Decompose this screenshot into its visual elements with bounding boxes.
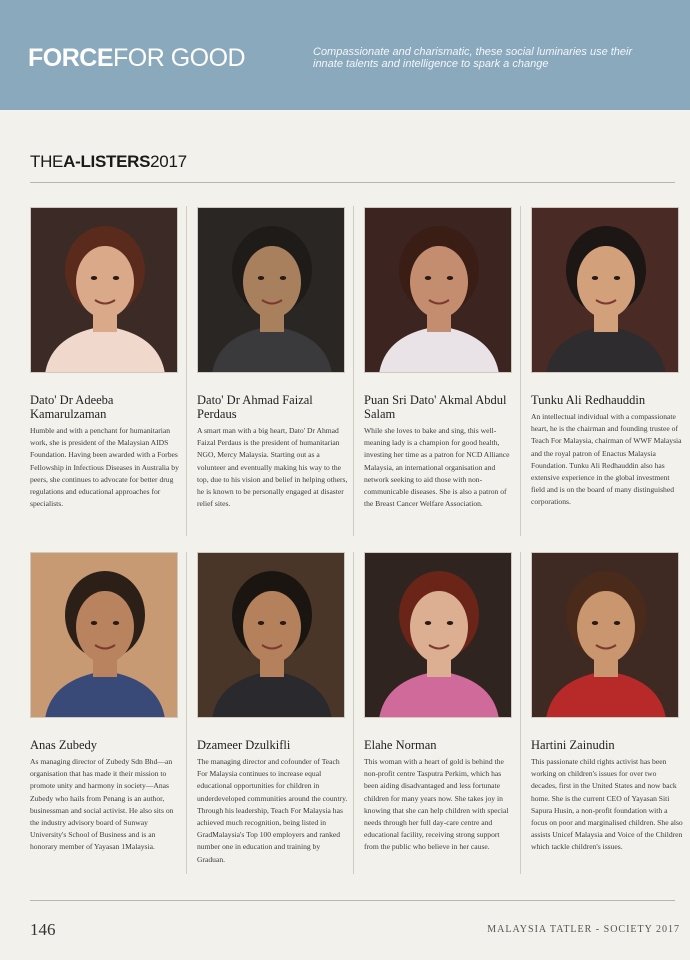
- top-rule: [30, 182, 675, 183]
- person-bio: This woman with a heart of gold is behind the non-profit centre Tasputra Perkim, which has been aiding disadvantaged and less fortunate children for many years now. She takes joy in knowing that she can help children with special needs through her full day-care centre and educational facility, receiving strong support from the public who believe in her cause.: [364, 757, 509, 852]
- header-banner: [0, 0, 690, 110]
- banner-title: [28, 44, 245, 73]
- person-name: Hartini Zainudin: [531, 738, 615, 752]
- portrait-illustration: [198, 553, 345, 718]
- profile-card: [364, 207, 516, 510]
- person-bio: This passionate child rights activist has been working on children's issues for over two decades, first in the United States and now back home. She is the current CEO of Yayasan Siti Sapura Husin, a non-profit foundation with a focus on poor and marginalised children. She also assists Unicef Malaysia and Voice of the Children which tackle children's issues.: [531, 757, 683, 852]
- portrait-illustration: [31, 208, 178, 373]
- portrait-photo: [531, 207, 679, 373]
- profile-card: [197, 552, 349, 866]
- portrait-illustration: [31, 553, 178, 718]
- portrait-photo: [30, 207, 178, 373]
- profile-card: [30, 207, 182, 510]
- portrait-illustration: [532, 208, 679, 373]
- person-name: Puan Sri Dato' Akmal Abdul Salam: [364, 393, 507, 421]
- portrait-photo: [197, 207, 345, 373]
- banner-tagline: Compassionate and charismatic, these social luminaries use their innate talents and intelligence to spark a change: [313, 46, 633, 70]
- profile-card: [197, 207, 349, 510]
- profile-card: [531, 552, 683, 854]
- portrait-photo: [197, 552, 345, 718]
- person-bio: An intellectual individual with a compassionate heart, he is the chairman and founding trustee of Teach For Malaysia, chairman of WWF Malaysia and the royal patron of Enactus Malaysia Foundation. Tunku Ali Redhauddin also has extensive experience in the global investment field and is on the board of many distinguished corporations.: [531, 412, 682, 507]
- profile-card: [531, 207, 683, 509]
- profile-card: [30, 552, 182, 854]
- portrait-illustration: [365, 208, 512, 373]
- person-name: Dzameer Dzulkifli: [197, 738, 291, 752]
- person-bio: Humble and with a penchant for humanitarian work, she is president of the Malaysian AIDS Foundation. Having been awarded with a Forbes Fellowship in Infectious Diseases in Australia by peers, she continues to advocate for better drug regulations and educational approaches for specialists.: [30, 426, 179, 509]
- bottom-rule: [30, 900, 675, 901]
- person-bio: The managing director and cofounder of Teach For Malaysia continues to increase equal educational opportunities for children in underdeveloped communities around the country. Through his leadership, Teach For Malaysia has achieved much recognition, being listed in GradMalaysia's Top 100 employers and ranked number one in education and training by Graduan.: [197, 757, 348, 864]
- person-name: Elahe Norman: [364, 738, 437, 752]
- column-divider: [186, 206, 187, 536]
- publication-credit: MALAYSIA TATLER - SOCIETY 2017: [487, 924, 680, 935]
- column-divider: [353, 206, 354, 536]
- section-title-suffix: 2017: [150, 152, 187, 171]
- person-bio: A smart man with a big heart, Dato' Dr Ahmad Faizal Perdaus is the president of humanitarian NGO, Mercy Malaysia. Starting out as a volunteer and eventually making his way to the top, due to his vision and belief in helping others, he is known to be personally engaged at disaster relief sites.: [197, 426, 348, 509]
- person-name: Tunku Ali Redhauddin: [531, 393, 646, 407]
- portrait-illustration: [532, 553, 679, 718]
- page-number: 146: [30, 920, 56, 939]
- person-name: Anas Zubedy: [30, 738, 97, 752]
- section-title-prefix: THE: [30, 152, 64, 171]
- column-divider: [520, 206, 521, 536]
- portrait-photo: [30, 552, 178, 718]
- banner-title-light: FOR GOOD: [113, 44, 246, 72]
- column-divider: [186, 552, 187, 874]
- portrait-photo: [531, 552, 679, 718]
- person-bio: While she loves to bake and sing, this well-meaning lady is a champion for good health, investing her time as a patron for NCD Alliance Malaysia, an international organisation and network seeking to aid those with non-communicable diseases. She is also a patron of the Breast Cancer Welfare Association.: [364, 426, 510, 509]
- profile-card: [364, 552, 516, 854]
- banner-title-bold: FORCE: [28, 44, 113, 72]
- column-divider: [353, 552, 354, 874]
- person-name: Dato' Dr Ahmad Faizal Perdaus: [197, 393, 313, 421]
- person-name: Dato' Dr Adeeba Kamarulzaman: [30, 393, 114, 421]
- portrait-photo: [364, 207, 512, 373]
- person-bio: As managing director of Zubedy Sdn Bhd—an organisation that has made it their mission to promote unity and harmony in society—Anas Zubedy who hails from Penang is an author, businessman and social activist. He also sits on the industry advisory board of Sunway University's School of Business and is an honorary member of Yayasan 1Malaysia.: [30, 757, 174, 852]
- section-title-bold: A-LISTERS: [63, 152, 151, 171]
- column-divider: [520, 552, 521, 874]
- portrait-illustration: [198, 208, 345, 373]
- section-title: [30, 152, 187, 172]
- portrait-photo: [364, 552, 512, 718]
- portrait-illustration: [365, 553, 512, 718]
